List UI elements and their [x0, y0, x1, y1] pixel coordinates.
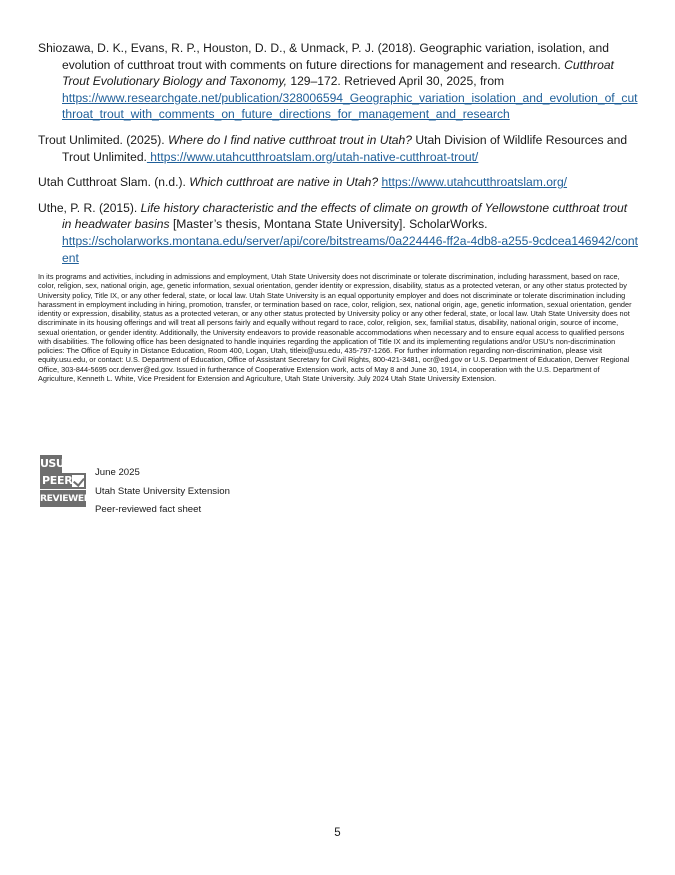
references-list [38, 40, 638, 275]
publication-info [95, 464, 230, 520]
reference-link-scholarworks[interactable]: https://scholarworks.montana.edu/server/api/core/bitstreams/0a224446-ff2a-4db8-a255-9cdcea146942/content [62, 233, 638, 265]
publication-publisher: Utah State University Extension [95, 485, 230, 497]
reference-text: Trout Unlimited. (2025). [38, 132, 168, 147]
reference-utah-cutthroat-slam [38, 174, 638, 191]
reference-text: Utah Division of Wildlife Resources and Trout Unlimited. [62, 132, 628, 164]
reference-shiozawa [38, 40, 638, 123]
reference-italic-title: Cutthroat Trout Evolutionary Biology and Taxonomy, [62, 57, 614, 89]
reference-text: Uthe, P. R. (2015). [38, 200, 141, 215]
reference-link-utahcutthroatslam-native[interactable]: https://www.utahcutthroatslam.org/utah-native-cutthroat-trout/ [146, 149, 479, 164]
reference-link-researchgate[interactable]: https://www.researchgate.net/publication/328006594_Geographic_variation_isolation_and_evolution_of_cutthroat_trout_with_comments_on_future_directions_for_management_and_research [62, 90, 638, 122]
non-discrimination-statement: In its programs and activities, including in admissions and employment, Utah State University does not discriminate or tolerate discrimination, including harassment, based on race, color, religion, sex, national origin, age, genetic information, sexual orientation, gender identity or expression, disability, status as a protected veteran, or any other status protected by University policy, Title IX, or any other federal, state, or local law. Utah State University is an equal opportunity employer and does not discriminate or tolerate discrimination including harassment in employment including in hiring, promotion, transfer, or termination based on race, color, religion, sex, national origin, age, genetic information, sexual orientation, gender identity or expression, disability, status as a protected veteran, or any other status protected by University policy or any other federal, state, or local law. Utah State University does not discriminate in its housing offerings and will treat all persons fairly and equally without regard to race, color, religion, sex, familial status, disability, national origin, source of income, sexual orientation, or gender identity. Additionally, the University endeavors to provide reasonable accommodations when necessary and to ensure equal access to qualified persons with disabilities. The following office has been designated to handle inquiries regarding the application of Title IX and its implementing regulations and/or USU’s non-discrimination policies: The Office of Equity in Distance Education, Room 400, Logan, Utah, titleix@usu.edu, 435-797-1266. For further information regarding non-discrimination, please visit equity.usu.edu, or contact: U.S. Department of Education, Office of Assistant Secretary for Civil Rights, 800-421-3481, ocr@ed.gov or U.S. Department of Education, Denver Regional Office, 303-844-5695 ocr.denver@ed.gov. Issued in furtherance of Cooperative Extension work, acts of May 8 and June 30, 1914, in cooperation with the U.S. Department of Agriculture, Kenneth L. White, Vice President for Extension and Agriculture, Utah State University. July 2024 Utah State University Extension. [38, 272, 632, 383]
publication-type: Peer-reviewed fact sheet [95, 504, 202, 515]
reference-italic-title: Which cutthroat are native in Utah? [189, 175, 379, 190]
reference-text: [Master’s thesis, Montana State University]. ScholarWorks. [169, 217, 488, 232]
page-number: 5 [334, 827, 341, 839]
reference-text: Shiozawa, D. K., Evans, R. P., Houston, D. D., & Unmack, P. J. (2018). Geographic variation, isolation, and evolution of cutthroat trout with comments on future directions for management and research. [38, 41, 609, 72]
peer-review-block [38, 455, 438, 515]
logo-reviewed-text: REVIEWED [40, 490, 86, 507]
logo-peer-text: PEER [40, 473, 86, 489]
reference-link-utahcutthroatslam[interactable]: https://www.utahcutthroatslam.org/ [381, 175, 568, 190]
reference-uthe [38, 200, 638, 266]
reference-text: 129–172. Retrieved April 30, 2025, from [286, 74, 505, 89]
publication-date: June 2025 [95, 467, 140, 478]
reference-trout-unlimited [38, 132, 638, 165]
reference-italic-title: Where do I find native cutthroat trout in Utah? [167, 132, 412, 147]
reference-italic-title: Life history characteristic and the effects of climate on growth of Yellowstone cutthroat trout in headwater basins [62, 200, 628, 232]
logo-usu-text: USU [40, 455, 62, 473]
checkmark-icon [72, 475, 84, 487]
usu-peer-reviewed-logo [40, 455, 91, 511]
reference-text: Utah Cutthroat Slam. (n.d.). [38, 175, 190, 190]
